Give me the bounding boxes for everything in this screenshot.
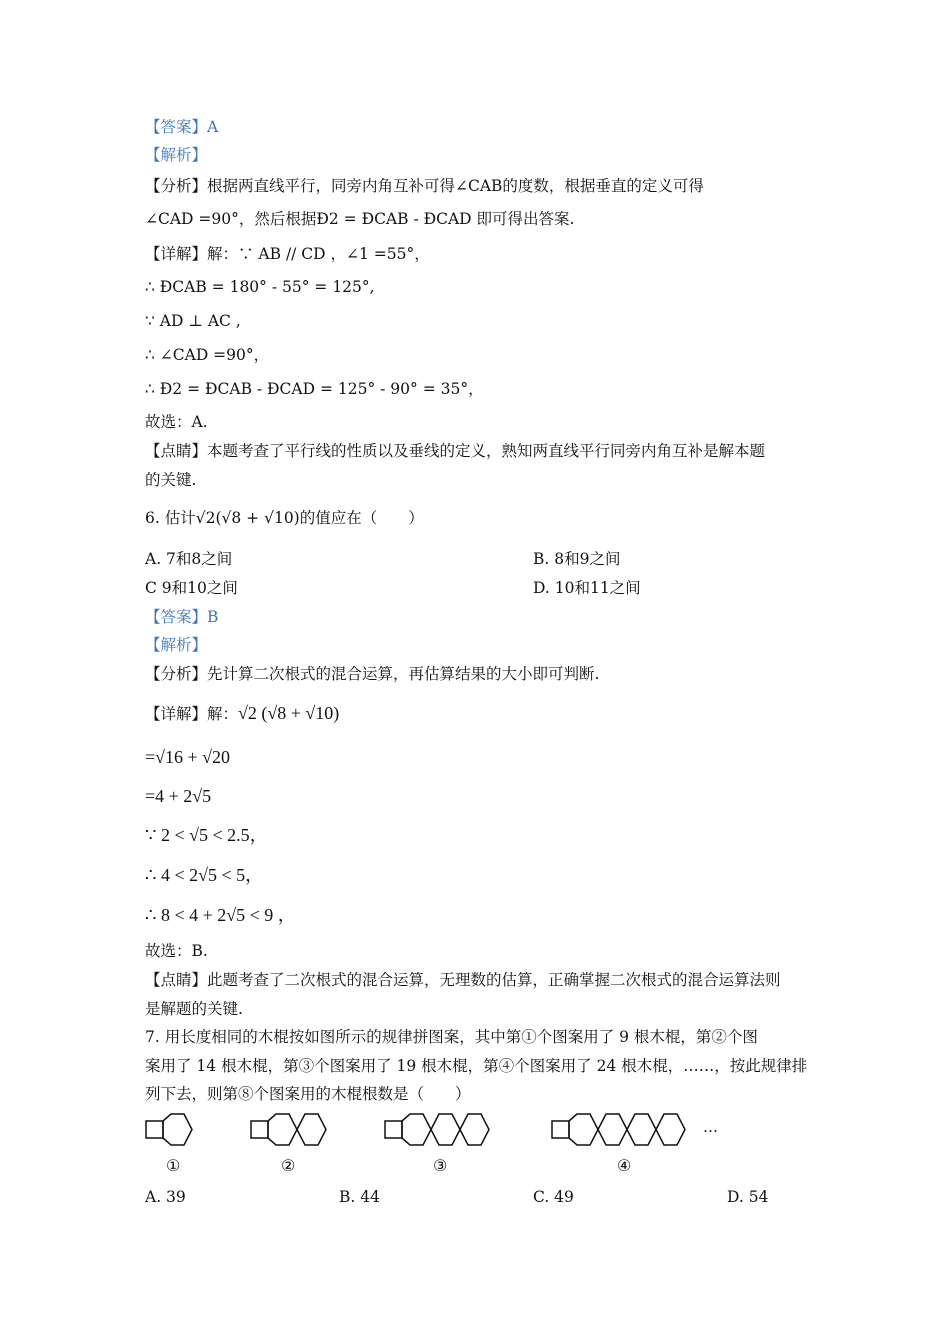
q7-option-a: A. 39 xyxy=(145,1188,186,1206)
q6-detail-label xyxy=(145,702,339,725)
q6-stem: 6. 估计√2(√8 + √10)的值应在（ ） xyxy=(145,509,424,527)
q7-label-2: ② xyxy=(281,1156,296,1175)
q5-analysis-tag: 【解析】 xyxy=(145,146,208,164)
q6-option-a: A. 7和8之间 xyxy=(145,550,233,568)
q7-option-b: B. 44 xyxy=(339,1188,380,1206)
q7-stem-2: 案用了 14 根木棍，第③个图案用了 19 根木棍，第④个图案用了 24 根木棍，……，按此规律排 xyxy=(145,1057,808,1075)
q5-fenxi-2: ∠CAD =90°，然后根据Ð2 = ÐCAB - ÐCAD 即可得出答案. xyxy=(145,210,575,228)
pattern-3 xyxy=(385,1114,489,1145)
q6-step-1: =√16 + √20 xyxy=(145,747,231,767)
q5-dianjing-1: 【点睛】本题考查了平行线的性质以及垂线的定义，熟知两直线平行同旁内角互补是解本题 xyxy=(145,442,766,460)
q6-answer: 【答案】B xyxy=(145,608,219,626)
q6-analysis-tag: 【解析】 xyxy=(145,636,208,654)
q7-stem-3: 列下去，则第⑧个图案用的木棍根数是（ ） xyxy=(145,1085,471,1103)
q6-step-3: ∵ 2 < √5 < 2.5， xyxy=(145,825,268,845)
q5-choice: 故选：A. xyxy=(145,413,208,431)
q6-option-b: B. 8和9之间 xyxy=(533,550,621,568)
q5-detail-3: ∵ AD ⊥ AC , xyxy=(145,312,241,330)
q7-option-c: C. 49 xyxy=(533,1188,574,1206)
q6-choice: 故选：B. xyxy=(145,942,208,960)
q6-option-c: C 9和10之间 xyxy=(145,579,238,597)
q5-answer: 【答案】A xyxy=(145,118,219,136)
q6-detail-expression: √2 (√8 + √10) xyxy=(238,703,340,723)
q5-fenxi: 【分析】根据两直线平行，同旁内角互补可得∠CAB的度数，根据垂直的定义可得 xyxy=(145,177,704,195)
q5-detail-5: ∴ Ð2 = ÐCAB - ÐCAD = 125° - 90° = 35°， xyxy=(145,380,484,398)
q7-label-3: ③ xyxy=(433,1156,448,1175)
q6-dianjing-2: 是解题的关键. xyxy=(145,1000,243,1018)
q7-stem-1: 7. 用长度相同的木棍按如图所示的规律拼图案，其中第①个图案用了 9 根木棍，第②个图 xyxy=(145,1028,758,1046)
q6-option-d: D. 10和11之间 xyxy=(533,579,641,597)
pattern-2 xyxy=(251,1114,326,1145)
q6-dianjing-1: 【点睛】此题考查了二次根式的混合运算，无理数的估算，正确掌握二次根式的混合运算法则 xyxy=(145,971,781,989)
q7-stick-patterns-figure xyxy=(140,1108,740,1178)
q7-option-d: D. 54 xyxy=(727,1188,769,1206)
q5-detail-4: ∴ ∠CAD =90°， xyxy=(145,346,270,364)
q5-detail-2: ∴ ÐCAB = 180° - 55° = 125°, xyxy=(145,278,375,296)
q6-step-2: =4 + 2√5 xyxy=(145,786,212,806)
q6-step-5: ∴ 8 < 4 + 2√5 < 9 ， xyxy=(145,905,296,925)
q6-detail-label-text: 【详解】解： xyxy=(145,705,239,723)
pattern-1 xyxy=(146,1114,192,1145)
pattern-4 xyxy=(552,1114,685,1145)
q6-step-4: ∴ 4 < 2√5 < 5， xyxy=(145,865,264,885)
q7-label-1: ① xyxy=(166,1156,181,1175)
q6-fenxi: 【分析】先计算二次根式的混合运算，再估算结果的大小即可判断. xyxy=(145,665,600,683)
q7-label-4: ④ xyxy=(617,1156,632,1175)
q5-dianjing-2: 的关键. xyxy=(145,471,197,489)
q5-detail-1: 【详解】解：∵ AB // CD ，∠1 =55°， xyxy=(145,245,430,263)
q7-ellipsis: … xyxy=(703,1118,718,1136)
